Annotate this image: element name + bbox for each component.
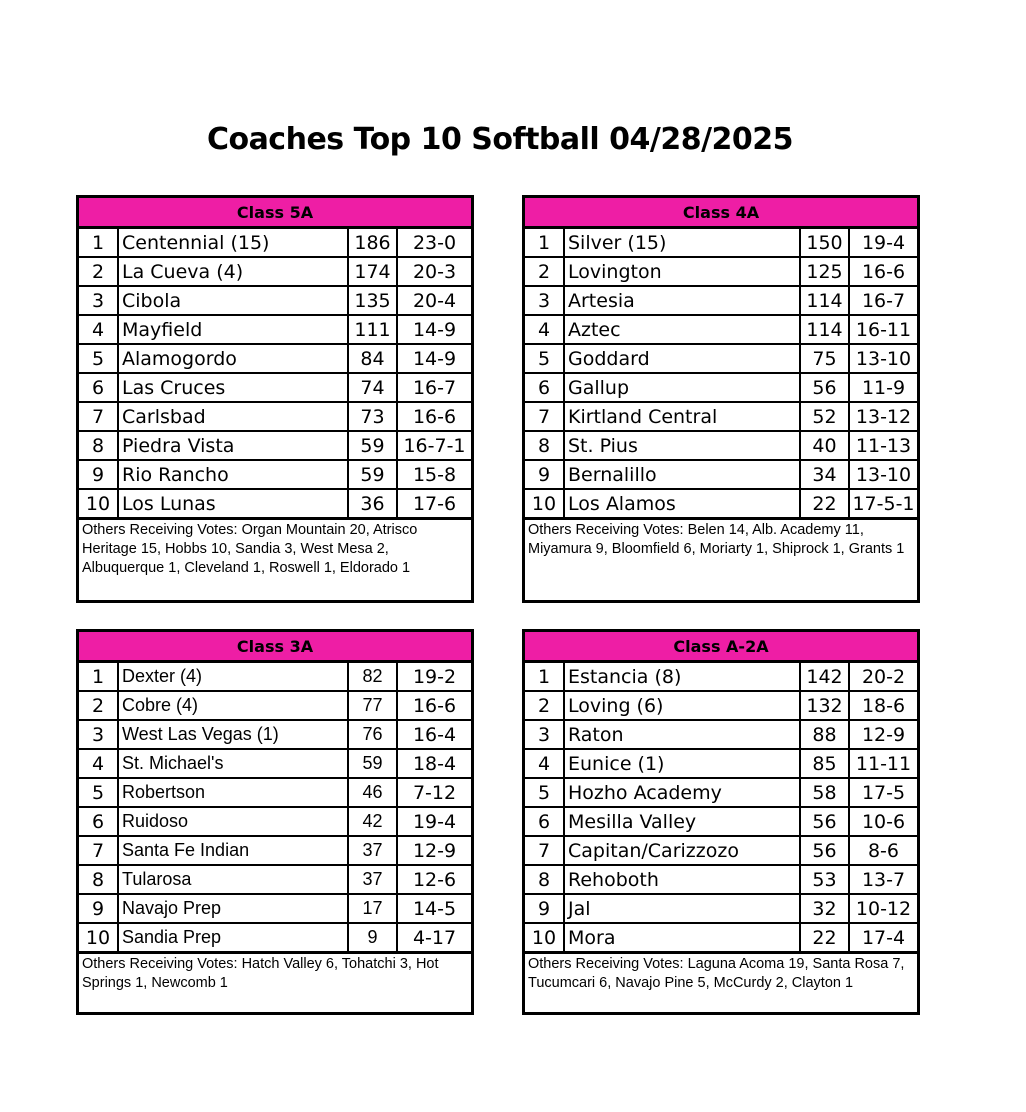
- rank-cell: 8: [79, 431, 118, 460]
- rank-cell: 8: [525, 431, 564, 460]
- team-cell: Goddard: [564, 344, 800, 373]
- table-row: [79, 749, 471, 778]
- panel-heading: Class A-2A: [525, 632, 917, 663]
- rank-cell: 7: [79, 836, 118, 865]
- points-cell: 42: [348, 807, 397, 836]
- record-cell: 14-9: [397, 315, 471, 344]
- table-row: [79, 257, 471, 286]
- points-cell: 59: [348, 749, 397, 778]
- rank-cell: 2: [79, 691, 118, 720]
- table-row: [525, 373, 917, 402]
- team-cell: St. Pius: [564, 431, 800, 460]
- team-cell: Centennial (15): [118, 229, 348, 257]
- points-cell: 37: [348, 865, 397, 894]
- record-cell: 16-7: [849, 286, 917, 315]
- record-cell: 13-10: [849, 460, 917, 489]
- rank-cell: 10: [525, 923, 564, 953]
- team-cell: St. Michael's: [118, 749, 348, 778]
- table-row: [79, 778, 471, 807]
- team-cell: Las Cruces: [118, 373, 348, 402]
- table-row: [525, 807, 917, 836]
- rankings-table: [525, 229, 917, 520]
- team-cell: Navajo Prep: [118, 894, 348, 923]
- record-cell: 13-12: [849, 402, 917, 431]
- table-row: [79, 315, 471, 344]
- points-cell: 58: [800, 778, 849, 807]
- points-cell: 76: [348, 720, 397, 749]
- rankings-table: [79, 229, 471, 520]
- record-cell: 10-6: [849, 807, 917, 836]
- team-cell: Santa Fe Indian: [118, 836, 348, 865]
- table-row: [79, 286, 471, 315]
- table-row: [79, 807, 471, 836]
- team-cell: Estancia (8): [564, 663, 800, 691]
- points-cell: 22: [800, 923, 849, 953]
- rank-cell: 1: [525, 663, 564, 691]
- points-cell: 59: [348, 460, 397, 489]
- rank-cell: 2: [525, 691, 564, 720]
- rank-cell: 3: [79, 286, 118, 315]
- record-cell: 17-6: [397, 489, 471, 519]
- record-cell: 10-12: [849, 894, 917, 923]
- rank-cell: 3: [525, 720, 564, 749]
- team-cell: Artesia: [564, 286, 800, 315]
- table-row: [79, 344, 471, 373]
- rank-cell: 7: [525, 836, 564, 865]
- record-cell: 14-5: [397, 894, 471, 923]
- others-receiving-votes: Others Receiving Votes: Organ Mountain 20, Atrisco Heritage 15, Hobbs 10, Sandia 3, West Mesa 2, Albuquerque 1, Cleveland 1, Roswell 1, Eldorado 1: [82, 522, 418, 576]
- record-cell: 16-6: [397, 691, 471, 720]
- table-row: [79, 923, 471, 953]
- points-cell: 53: [800, 865, 849, 894]
- rank-cell: 5: [525, 344, 564, 373]
- team-cell: Carlsbad: [118, 402, 348, 431]
- rank-cell: 4: [79, 749, 118, 778]
- points-cell: 114: [800, 286, 849, 315]
- table-row: [79, 663, 471, 691]
- panel-heading: Class 4A: [525, 198, 917, 229]
- record-cell: 20-2: [849, 663, 917, 691]
- points-cell: 114: [800, 315, 849, 344]
- team-cell: Ruidoso: [118, 807, 348, 836]
- rank-cell: 9: [525, 894, 564, 923]
- record-cell: 11-9: [849, 373, 917, 402]
- rank-cell: 1: [525, 229, 564, 257]
- record-cell: 12-9: [849, 720, 917, 749]
- rank-cell: 4: [525, 315, 564, 344]
- table-row: [525, 691, 917, 720]
- points-cell: 135: [348, 286, 397, 315]
- rank-cell: 1: [79, 663, 118, 691]
- page-title: Coaches Top 10 Softball 04/28/2025: [206, 122, 794, 157]
- record-cell: 8-6: [849, 836, 917, 865]
- points-cell: 56: [800, 836, 849, 865]
- points-cell: 22: [800, 489, 849, 519]
- record-cell: 19-4: [849, 229, 917, 257]
- rank-cell: 10: [525, 489, 564, 519]
- team-cell: Mayfield: [118, 315, 348, 344]
- rank-cell: 9: [525, 460, 564, 489]
- team-cell: Tularosa: [118, 865, 348, 894]
- record-cell: 14-9: [397, 344, 471, 373]
- points-cell: 150: [800, 229, 849, 257]
- panel-heading: Class 3A: [79, 632, 471, 663]
- team-cell: Kirtland Central: [564, 402, 800, 431]
- team-cell: Piedra Vista: [118, 431, 348, 460]
- points-cell: 52: [800, 402, 849, 431]
- record-cell: 11-13: [849, 431, 917, 460]
- rank-cell: 10: [79, 489, 118, 519]
- points-cell: 174: [348, 257, 397, 286]
- table-row: [525, 720, 917, 749]
- rank-cell: 6: [525, 373, 564, 402]
- record-cell: 12-9: [397, 836, 471, 865]
- record-cell: 16-6: [397, 402, 471, 431]
- table-row: [79, 460, 471, 489]
- rank-cell: 8: [79, 865, 118, 894]
- points-cell: 77: [348, 691, 397, 720]
- table-row: [525, 344, 917, 373]
- rank-cell: 4: [79, 315, 118, 344]
- points-cell: 40: [800, 431, 849, 460]
- points-cell: 59: [348, 431, 397, 460]
- points-cell: 73: [348, 402, 397, 431]
- team-cell: Lovington: [564, 257, 800, 286]
- record-cell: 18-6: [849, 691, 917, 720]
- panel-heading: Class 5A: [79, 198, 471, 229]
- rank-cell: 2: [525, 257, 564, 286]
- team-cell: Los Alamos: [564, 489, 800, 519]
- team-cell: Mora: [564, 923, 800, 953]
- table-row: [525, 663, 917, 691]
- points-cell: 17: [348, 894, 397, 923]
- record-cell: 20-3: [397, 257, 471, 286]
- rank-cell: 4: [525, 749, 564, 778]
- rank-cell: 5: [525, 778, 564, 807]
- table-row: [525, 749, 917, 778]
- record-cell: 17-5-1: [849, 489, 917, 519]
- table-row: [525, 257, 917, 286]
- record-cell: 17-4: [849, 923, 917, 953]
- rank-cell: 7: [525, 402, 564, 431]
- rank-cell: 7: [79, 402, 118, 431]
- rank-cell: 1: [79, 229, 118, 257]
- table-row: [525, 894, 917, 923]
- rankings-table: [79, 663, 471, 954]
- others-receiving-votes: Others Receiving Votes: Belen 14, Alb. Academy 11, Miyamura 9, Bloomfield 6, Moriarty 1, Shiprock 1, Grants 1: [528, 522, 905, 557]
- record-cell: 12-6: [397, 865, 471, 894]
- team-cell: Mesilla Valley: [564, 807, 800, 836]
- team-cell: West Las Vegas (1): [118, 720, 348, 749]
- record-cell: 16-4: [397, 720, 471, 749]
- record-cell: 15-8: [397, 460, 471, 489]
- team-cell: Cobre (4): [118, 691, 348, 720]
- table-row: [79, 229, 471, 257]
- table-row: [79, 720, 471, 749]
- table-row: [79, 489, 471, 519]
- points-cell: 82: [348, 663, 397, 691]
- team-cell: Jal: [564, 894, 800, 923]
- team-cell: Gallup: [564, 373, 800, 402]
- team-cell: Robertson: [118, 778, 348, 807]
- team-cell: Cibola: [118, 286, 348, 315]
- table-row: [525, 865, 917, 894]
- points-cell: 125: [800, 257, 849, 286]
- team-cell: Silver (15): [564, 229, 800, 257]
- table-row: [525, 923, 917, 953]
- team-cell: Rehoboth: [564, 865, 800, 894]
- table-row: [525, 431, 917, 460]
- class-a-2a-panel: [522, 629, 920, 1015]
- team-cell: Hozho Academy: [564, 778, 800, 807]
- points-cell: 85: [800, 749, 849, 778]
- record-cell: 4-17: [397, 923, 471, 953]
- others-receiving-votes: Others Receiving Votes: Laguna Acoma 19, Santa Rosa 7, Tucumcari 6, Navajo Pine 5, McCurdy 2, Clayton 1: [528, 956, 905, 991]
- team-cell: Raton: [564, 720, 800, 749]
- others-receiving-votes: Others Receiving Votes: Hatch Valley 6, Tohatchi 3, Hot Springs 1, Newcomb 1: [82, 956, 439, 991]
- record-cell: 17-5: [849, 778, 917, 807]
- table-row: [525, 229, 917, 257]
- record-cell: 13-10: [849, 344, 917, 373]
- team-cell: Loving (6): [564, 691, 800, 720]
- points-cell: 132: [800, 691, 849, 720]
- rank-cell: 6: [79, 373, 118, 402]
- points-cell: 75: [800, 344, 849, 373]
- rank-cell: 2: [79, 257, 118, 286]
- points-cell: 84: [348, 344, 397, 373]
- table-row: [79, 836, 471, 865]
- team-cell: Alamogordo: [118, 344, 348, 373]
- points-cell: 142: [800, 663, 849, 691]
- record-cell: 11-11: [849, 749, 917, 778]
- points-cell: 37: [348, 836, 397, 865]
- record-cell: 16-7-1: [397, 431, 471, 460]
- team-cell: Bernalillo: [564, 460, 800, 489]
- rank-cell: 6: [525, 807, 564, 836]
- rank-cell: 8: [525, 865, 564, 894]
- record-cell: 18-4: [397, 749, 471, 778]
- table-row: [525, 460, 917, 489]
- table-row: [525, 778, 917, 807]
- rankings-table: [525, 663, 917, 954]
- points-cell: 56: [800, 373, 849, 402]
- table-row: [79, 402, 471, 431]
- record-cell: 16-11: [849, 315, 917, 344]
- team-cell: Dexter (4): [118, 663, 348, 691]
- team-cell: Eunice (1): [564, 749, 800, 778]
- record-cell: 7-12: [397, 778, 471, 807]
- team-cell: Aztec: [564, 315, 800, 344]
- record-cell: 16-6: [849, 257, 917, 286]
- points-cell: 56: [800, 807, 849, 836]
- points-cell: 36: [348, 489, 397, 519]
- points-cell: 34: [800, 460, 849, 489]
- table-row: [79, 431, 471, 460]
- points-cell: 186: [348, 229, 397, 257]
- table-row: [525, 402, 917, 431]
- rank-cell: 3: [79, 720, 118, 749]
- rank-cell: 3: [525, 286, 564, 315]
- table-row: [525, 286, 917, 315]
- rank-cell: 6: [79, 807, 118, 836]
- table-row: [525, 836, 917, 865]
- points-cell: 32: [800, 894, 849, 923]
- points-cell: 74: [348, 373, 397, 402]
- team-cell: La Cueva (4): [118, 257, 348, 286]
- rank-cell: 5: [79, 344, 118, 373]
- team-cell: Sandia Prep: [118, 923, 348, 953]
- rank-cell: 10: [79, 923, 118, 953]
- table-row: [79, 865, 471, 894]
- points-cell: 46: [348, 778, 397, 807]
- table-row: [79, 373, 471, 402]
- class-4a-panel: [522, 195, 920, 603]
- record-cell: 20-4: [397, 286, 471, 315]
- team-cell: Capitan/Carizzozo: [564, 836, 800, 865]
- team-cell: Los Lunas: [118, 489, 348, 519]
- team-cell: Rio Rancho: [118, 460, 348, 489]
- rank-cell: 9: [79, 894, 118, 923]
- table-row: [79, 894, 471, 923]
- record-cell: 13-7: [849, 865, 917, 894]
- class-3a-panel: [76, 629, 474, 1015]
- table-row: [525, 315, 917, 344]
- record-cell: 16-7: [397, 373, 471, 402]
- rank-cell: 5: [79, 778, 118, 807]
- record-cell: 19-4: [397, 807, 471, 836]
- class-5a-panel: [76, 195, 474, 603]
- record-cell: 23-0: [397, 229, 471, 257]
- points-cell: 9: [348, 923, 397, 953]
- table-row: [79, 691, 471, 720]
- table-row: [525, 489, 917, 519]
- rank-cell: 9: [79, 460, 118, 489]
- points-cell: 111: [348, 315, 397, 344]
- record-cell: 19-2: [397, 663, 471, 691]
- points-cell: 88: [800, 720, 849, 749]
